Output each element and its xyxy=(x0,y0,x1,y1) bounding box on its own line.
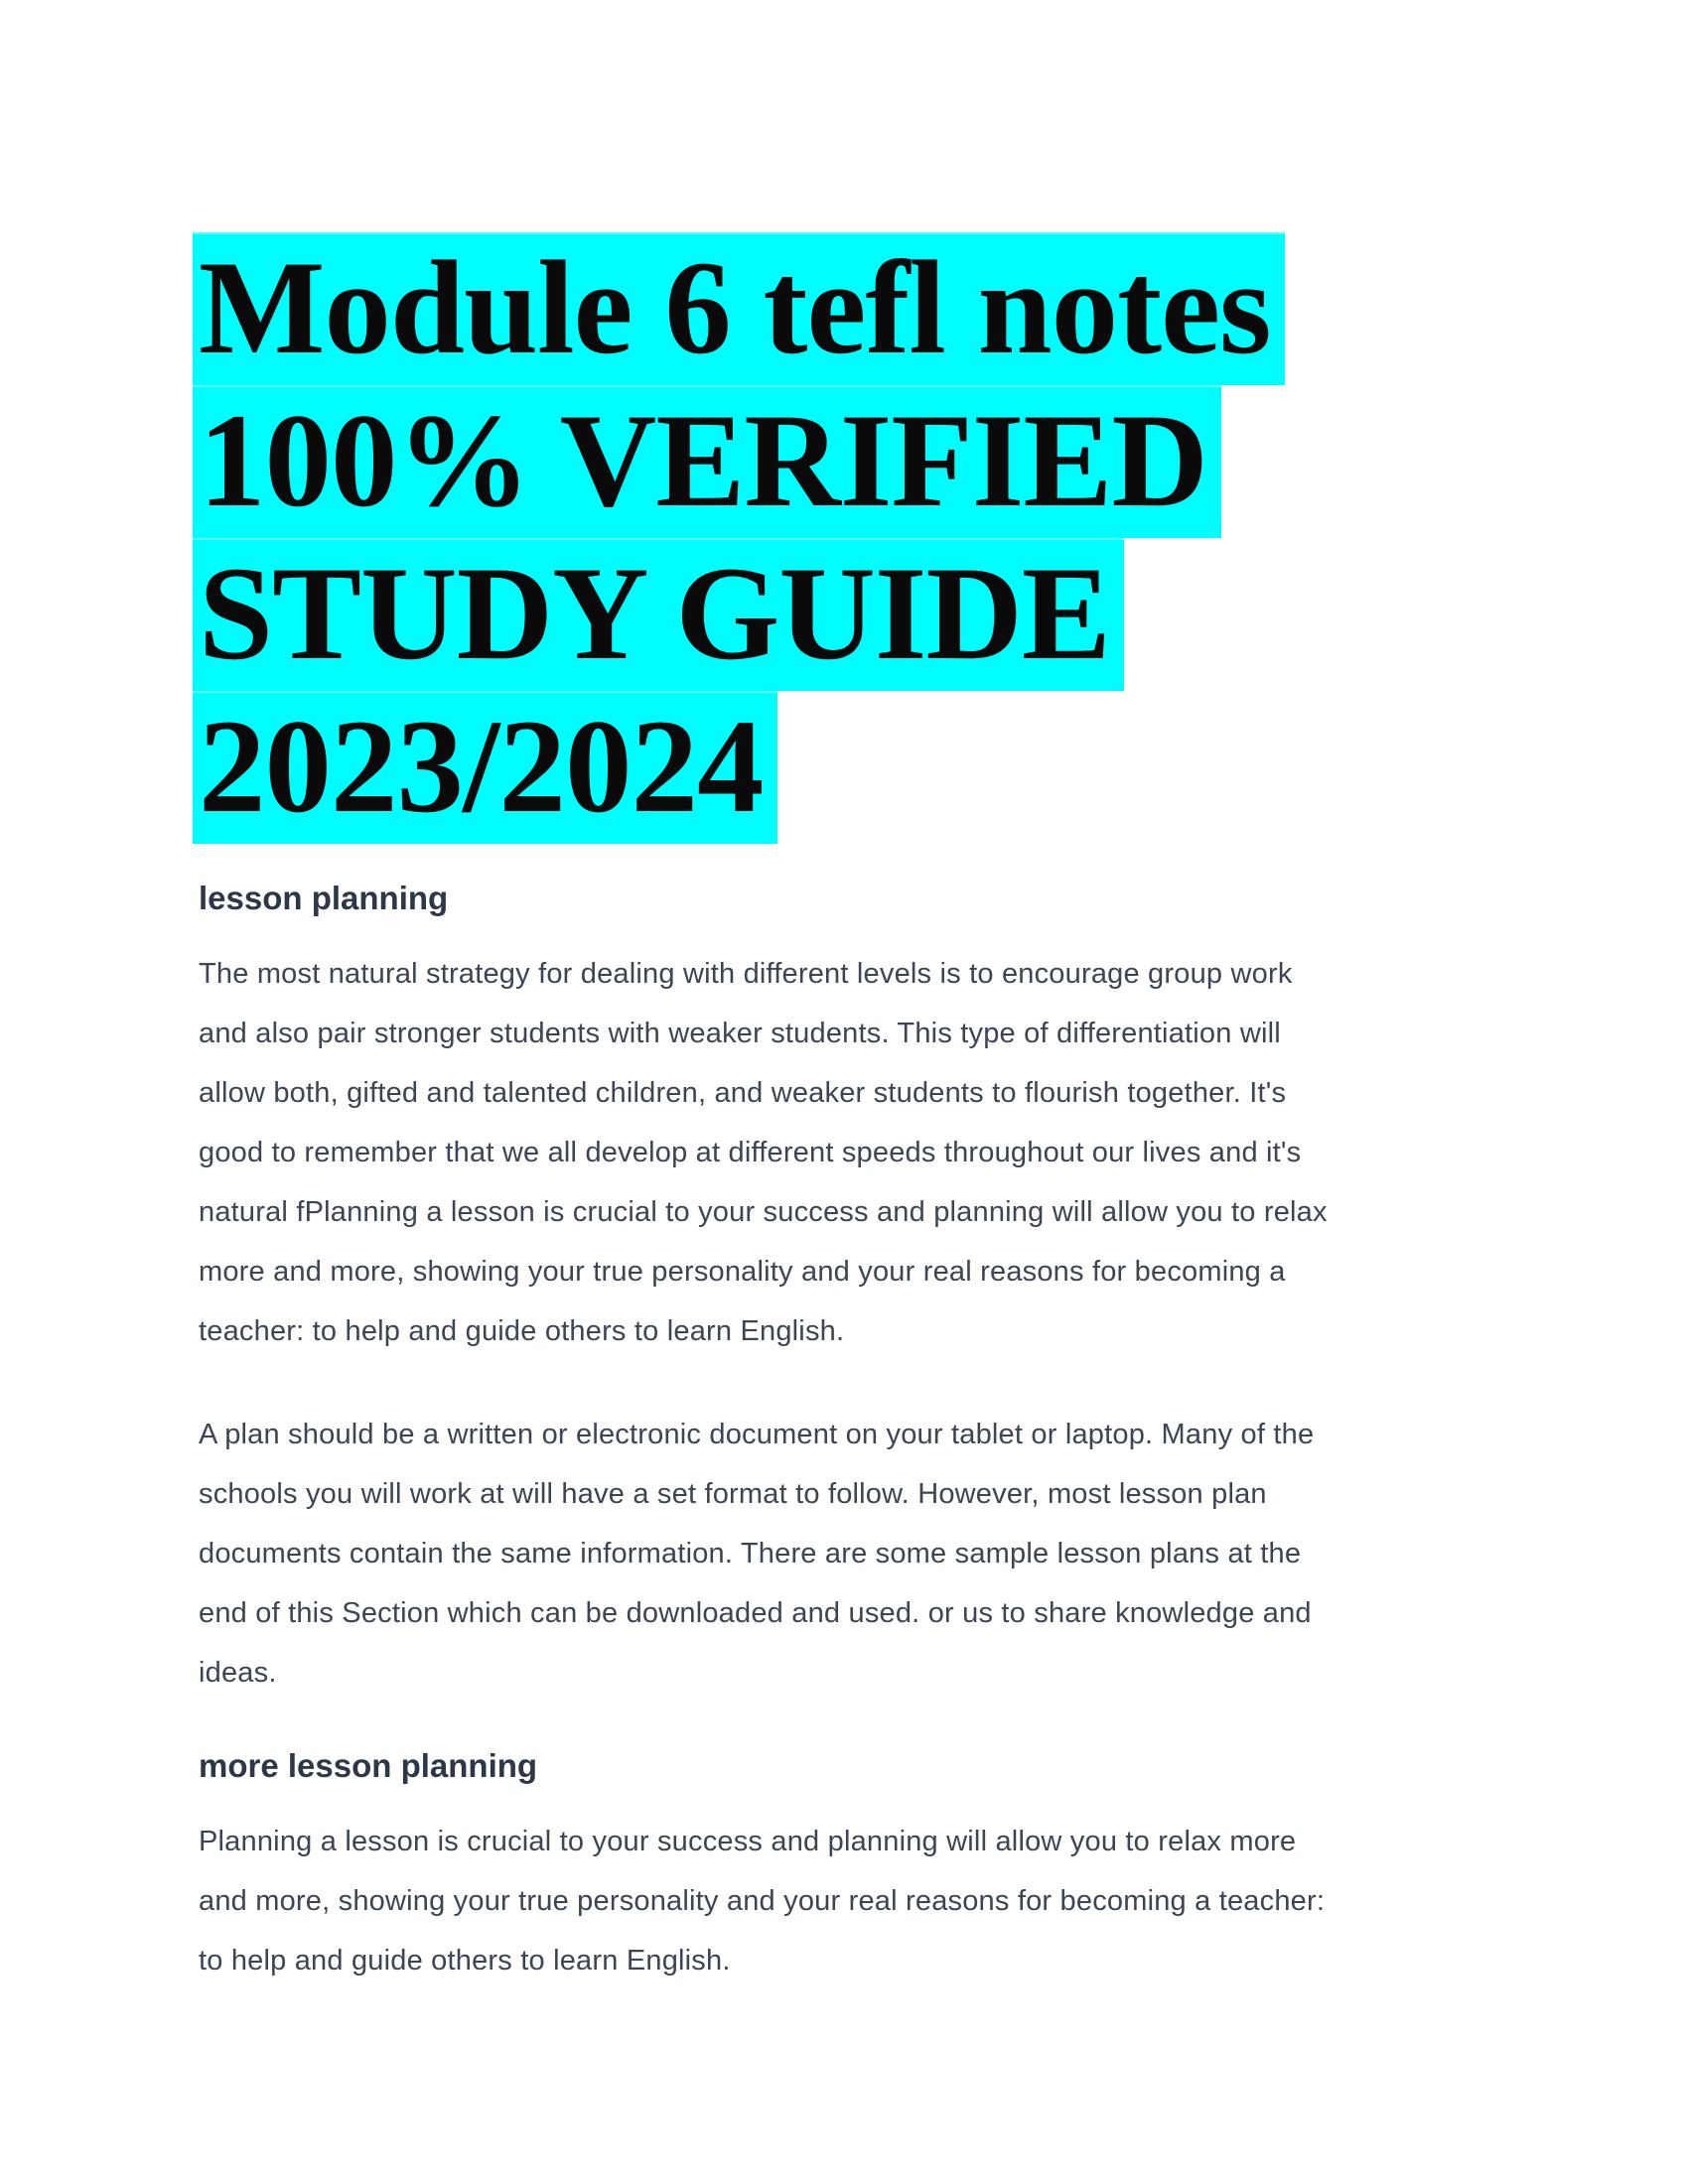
paragraph-lesson-planning-2 xyxy=(199,1405,1499,1703)
text-line: schools you will work at will have a set format to follow. However, most lesson plan xyxy=(199,1478,1267,1510)
document-title xyxy=(193,231,1499,843)
section-heading-lesson-planning: lesson planning xyxy=(199,880,449,916)
section-heading-more-lesson-planning: more lesson planning xyxy=(199,1747,538,1784)
text-line: The most natural strategy for dealing with different levels is to encourage group work xyxy=(199,958,1293,990)
title-highlight: 100% VERIFIED xyxy=(193,385,1221,538)
text-line: Planning a lesson is crucial to your success and planning will allow you to relax more xyxy=(199,1826,1297,1857)
text-line: teacher: to help and guide others to learn English. xyxy=(199,1315,845,1347)
title-highlight: 2023/2024 xyxy=(193,691,777,844)
text-line: good to remember that we all develop at different speeds throughout our lives and it's xyxy=(199,1137,1302,1168)
text-line: and also pair stronger students with weaker students. This type of differentiation will xyxy=(199,1018,1281,1049)
paragraph-more-lesson-planning xyxy=(199,1812,1499,1990)
text-line: documents contain the same information. There are some sample lesson plans at the xyxy=(199,1538,1302,1570)
title-line xyxy=(193,537,1499,690)
title-line xyxy=(193,690,1499,843)
text-line: end of this Section which can be downloaded and used. or us to share knowledge and xyxy=(199,1597,1312,1629)
text-line: more and more, showing your true personality and your real reasons for becoming a xyxy=(199,1256,1286,1288)
paragraph-lesson-planning-1 xyxy=(199,944,1499,1361)
text-line: A plan should be a written or electronic document on your tablet or laptop. Many of the xyxy=(199,1419,1315,1450)
text-line: ideas. xyxy=(199,1657,277,1689)
title-highlight: Module 6 tefl notes xyxy=(193,232,1285,385)
title-line xyxy=(193,231,1499,384)
text-line: natural fPlanning a lesson is crucial to your success and planning will allow you to relax xyxy=(199,1196,1328,1228)
title-highlight: STUDY GUIDE xyxy=(193,538,1124,691)
text-line: and more, showing your true personality and your real reasons for becoming a teacher: xyxy=(199,1885,1326,1917)
text-line: allow both, gifted and talented children, and weaker students to flourish together. It's xyxy=(199,1077,1287,1109)
text-line: to help and guide others to learn English. xyxy=(199,1945,731,1977)
title-line xyxy=(193,384,1499,537)
